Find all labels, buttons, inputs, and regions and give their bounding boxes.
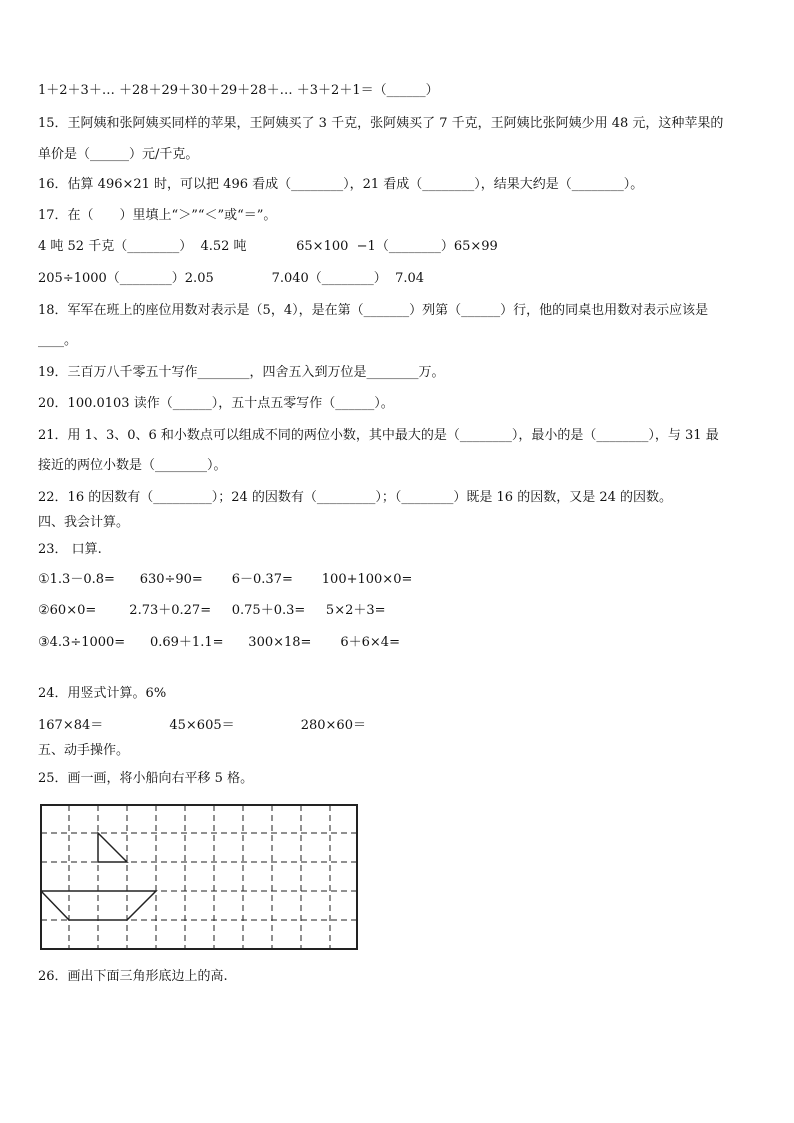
q23-row2: ②60×0= 2.73＋0.27= 0.75＋0.3= 5×2＋3=	[38, 603, 386, 618]
q17: 17．在（ ）里填上“＞”“＜”或“＝”。	[38, 208, 277, 223]
q23-row3: ③4.3÷1000= 0.69＋1.1= 300×18= 6＋6×4=	[38, 635, 400, 650]
q15-line2: 单价是（______）元/千克。	[38, 147, 199, 162]
q21-line2: 接近的两位小数是（________）。	[38, 458, 227, 473]
boat-grid	[40, 804, 360, 956]
q16: 16．估算 496×21 时，可以把 496 看成（________），21 看成（________），结果大约是（________）。	[38, 177, 644, 192]
section-4-heading: 四、我会计算。	[38, 515, 130, 530]
q15-line1: 15．王阿姨和张阿姨买同样的苹果，王阿姨买了 3 千克，张阿姨买了 7 千克，王阿姨比张阿姨少用 48 元，这种苹果的	[38, 116, 724, 131]
q17-row1: 4 吨 52 千克（________） 4.52 吨 65×100 −1（________）65×99	[38, 239, 498, 254]
q23: 23． 口算.	[38, 542, 102, 557]
q24: 24．用竖式计算。6%	[38, 686, 167, 701]
q21-line1: 21．用 1、3、0、6 和小数点可以组成不同的两位小数，其中最大的是（________），最小的是（________），与 31 最	[38, 428, 719, 443]
q20: 20．100.0103 读作（______），五十点五零写作（______）。	[38, 396, 394, 411]
section-5-heading: 五、动手操作。	[38, 743, 130, 758]
q25: 25．画一画，将小船向右平移 5 格。	[38, 771, 254, 786]
q19: 19．三百万八千零五十写作________，四舍五入到万位是________万。	[38, 365, 445, 380]
q18-line2: ____。	[38, 333, 78, 348]
q14-expression: 1＋2＋3＋… ＋28＋29＋30＋29＋28＋… ＋3＋2＋1＝（______）	[38, 83, 439, 98]
q24-row: 167×84＝ 45×605＝ 280×60＝	[38, 718, 366, 733]
boat-grid-svg	[40, 804, 360, 952]
q18-line1: 18．军军在班上的座位用数对表示是（5，4），是在第（_______）列第（______）行，他的同桌也用数对表示应该是	[38, 303, 709, 318]
q23-row1: ①1.3－0.8= 630÷90= 6－0.37= 100+100×0=	[38, 572, 413, 587]
q17-row2: 205÷1000（________）2.05 7.040（________） 7.04	[38, 271, 425, 286]
q26: 26．画出下面三角形底边上的高.	[38, 969, 228, 984]
q22: 22．16 的因数有（_________）；24 的因数有（_________）；（________）既是 16 的因数，又是 24 的因数。	[38, 490, 673, 505]
